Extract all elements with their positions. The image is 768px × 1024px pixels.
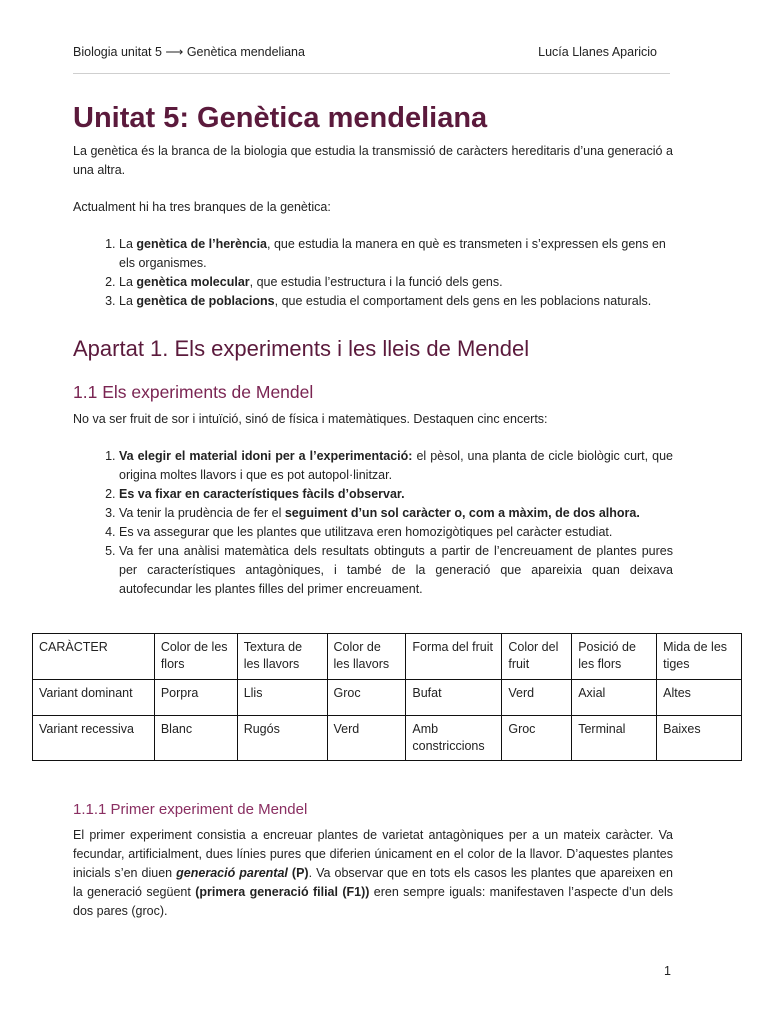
successes-list — [73, 447, 673, 599]
page-title: Unitat 5: Genètica mendeliana — [73, 102, 488, 134]
table-cell: Color de les flors — [154, 634, 237, 680]
table-cell: Variant recessiva — [33, 716, 155, 761]
subsubsection — [73, 800, 673, 921]
list-item: 2. Es va fixar en característiques fàcils d’observar. — [119, 485, 673, 504]
subsection-paragraph: No va ser fruit de sor i intuïció, sinó de física i matemàtiques. Destaquen cinc encerts: — [73, 412, 548, 426]
table-cell: Posició de les flors — [572, 634, 657, 680]
table-cell: Textura de les llavors — [237, 634, 327, 680]
table-cell: Verd — [502, 680, 572, 716]
table-cell: Llis — [237, 680, 327, 716]
header-author: Lucía Llanes Aparicio — [538, 45, 657, 59]
list-item: 3. Va tenir la prudència de fer el seguiment d’un sol caràcter o, com a màxim, de dos alhora. — [119, 504, 673, 523]
list-item: 3. La genètica de poblacions, que estudia el comportament dels gens en les poblacions naturals. — [119, 292, 673, 311]
header-divider — [73, 73, 670, 74]
table-cell: CARÀCTER — [33, 634, 155, 680]
table-cell: Groc — [327, 680, 406, 716]
experiment-paragraph: El primer experiment consistia a encreuar plantes de varietat antagòniques per a un mateix caràcter. Va fecundar, artificialment, dues línies pures que diferien únicament en el color de la llavor. D’aquestes plantes inicials s’en diuen generació parental (P). Va observar que en tots els casos les plantes que apareixen en la generació següent (primera generació filial (F1)) eren sempre iguals: manifestaven l’aspecte d’un dels dos pares (groc). — [73, 828, 674, 918]
subsection-heading: 1.1 Els experiments de Mendel — [73, 382, 314, 402]
table-cell: Color de les llavors — [327, 634, 406, 680]
list-item: 2. La genètica molecular, que estudia l’estructura i la funció dels gens. — [119, 273, 673, 292]
table-cell: Bufat — [406, 680, 502, 716]
section-heading: Apartat 1. Els experiments i les lleis de Mendel — [73, 336, 530, 361]
list-item: 1. La genètica de l’herència, que estudia la manera en què es transmeten i s’expressen els gens en els organismes. — [119, 235, 673, 273]
table-cell: Blanc — [154, 716, 237, 761]
table-row — [33, 634, 742, 680]
table-cell: Forma del fruit — [406, 634, 502, 680]
characters-table — [32, 633, 742, 761]
list-item: 1. Va elegir el material idoni per a l’experimentació: el pèsol, una planta de cicle biològic curt, que origina moltes llavors i que es pot autopol·linitzar. — [119, 447, 673, 485]
list-item: 5. Va fer una anàlisi matemàtica dels resultats obtinguts a partir de l’encreuament de plantes pures per característiques antagòniques, i també de la generació que apareixia quan deixava autofecundar les plantes filles del primer encreuament. — [119, 542, 673, 599]
page-header — [73, 43, 657, 62]
table-cell: Color del fruit — [502, 634, 572, 680]
table-cell: Terminal — [572, 716, 657, 761]
branches-list — [73, 235, 673, 311]
intro-paragraph: La genètica és la branca de la biologia que estudia la transmissió de caràcters hereditaris d’una generació a una altra. — [73, 144, 673, 177]
table-row — [33, 716, 742, 761]
header-breadcrumb: Biologia unitat 5 ⟶ Genètica mendeliana — [73, 45, 305, 59]
table-cell: Porpra — [154, 680, 237, 716]
list-item: 4. Es va assegurar que les plantes que utilitzava eren homozigòtiques pel caràcter estudiat. — [119, 523, 673, 542]
table-cell: Variant dominant — [33, 680, 155, 716]
table-cell: Axial — [572, 680, 657, 716]
table-cell: Groc — [502, 716, 572, 761]
main-content — [73, 96, 673, 599]
subsubsection-heading: 1.1.1 Primer experiment de Mendel — [73, 801, 308, 818]
table-cell: Rugós — [237, 716, 327, 761]
table-cell: Amb constriccions — [406, 716, 502, 761]
table-row — [33, 680, 742, 716]
table-cell: Baixes — [657, 716, 742, 761]
table-cell: Mida de les tiges — [657, 634, 742, 680]
table-cell: Altes — [657, 680, 742, 716]
page-number: 1 — [664, 964, 671, 978]
branches-intro: Actualment hi ha tres branques de la genètica: — [73, 200, 331, 214]
table-cell: Verd — [327, 716, 406, 761]
